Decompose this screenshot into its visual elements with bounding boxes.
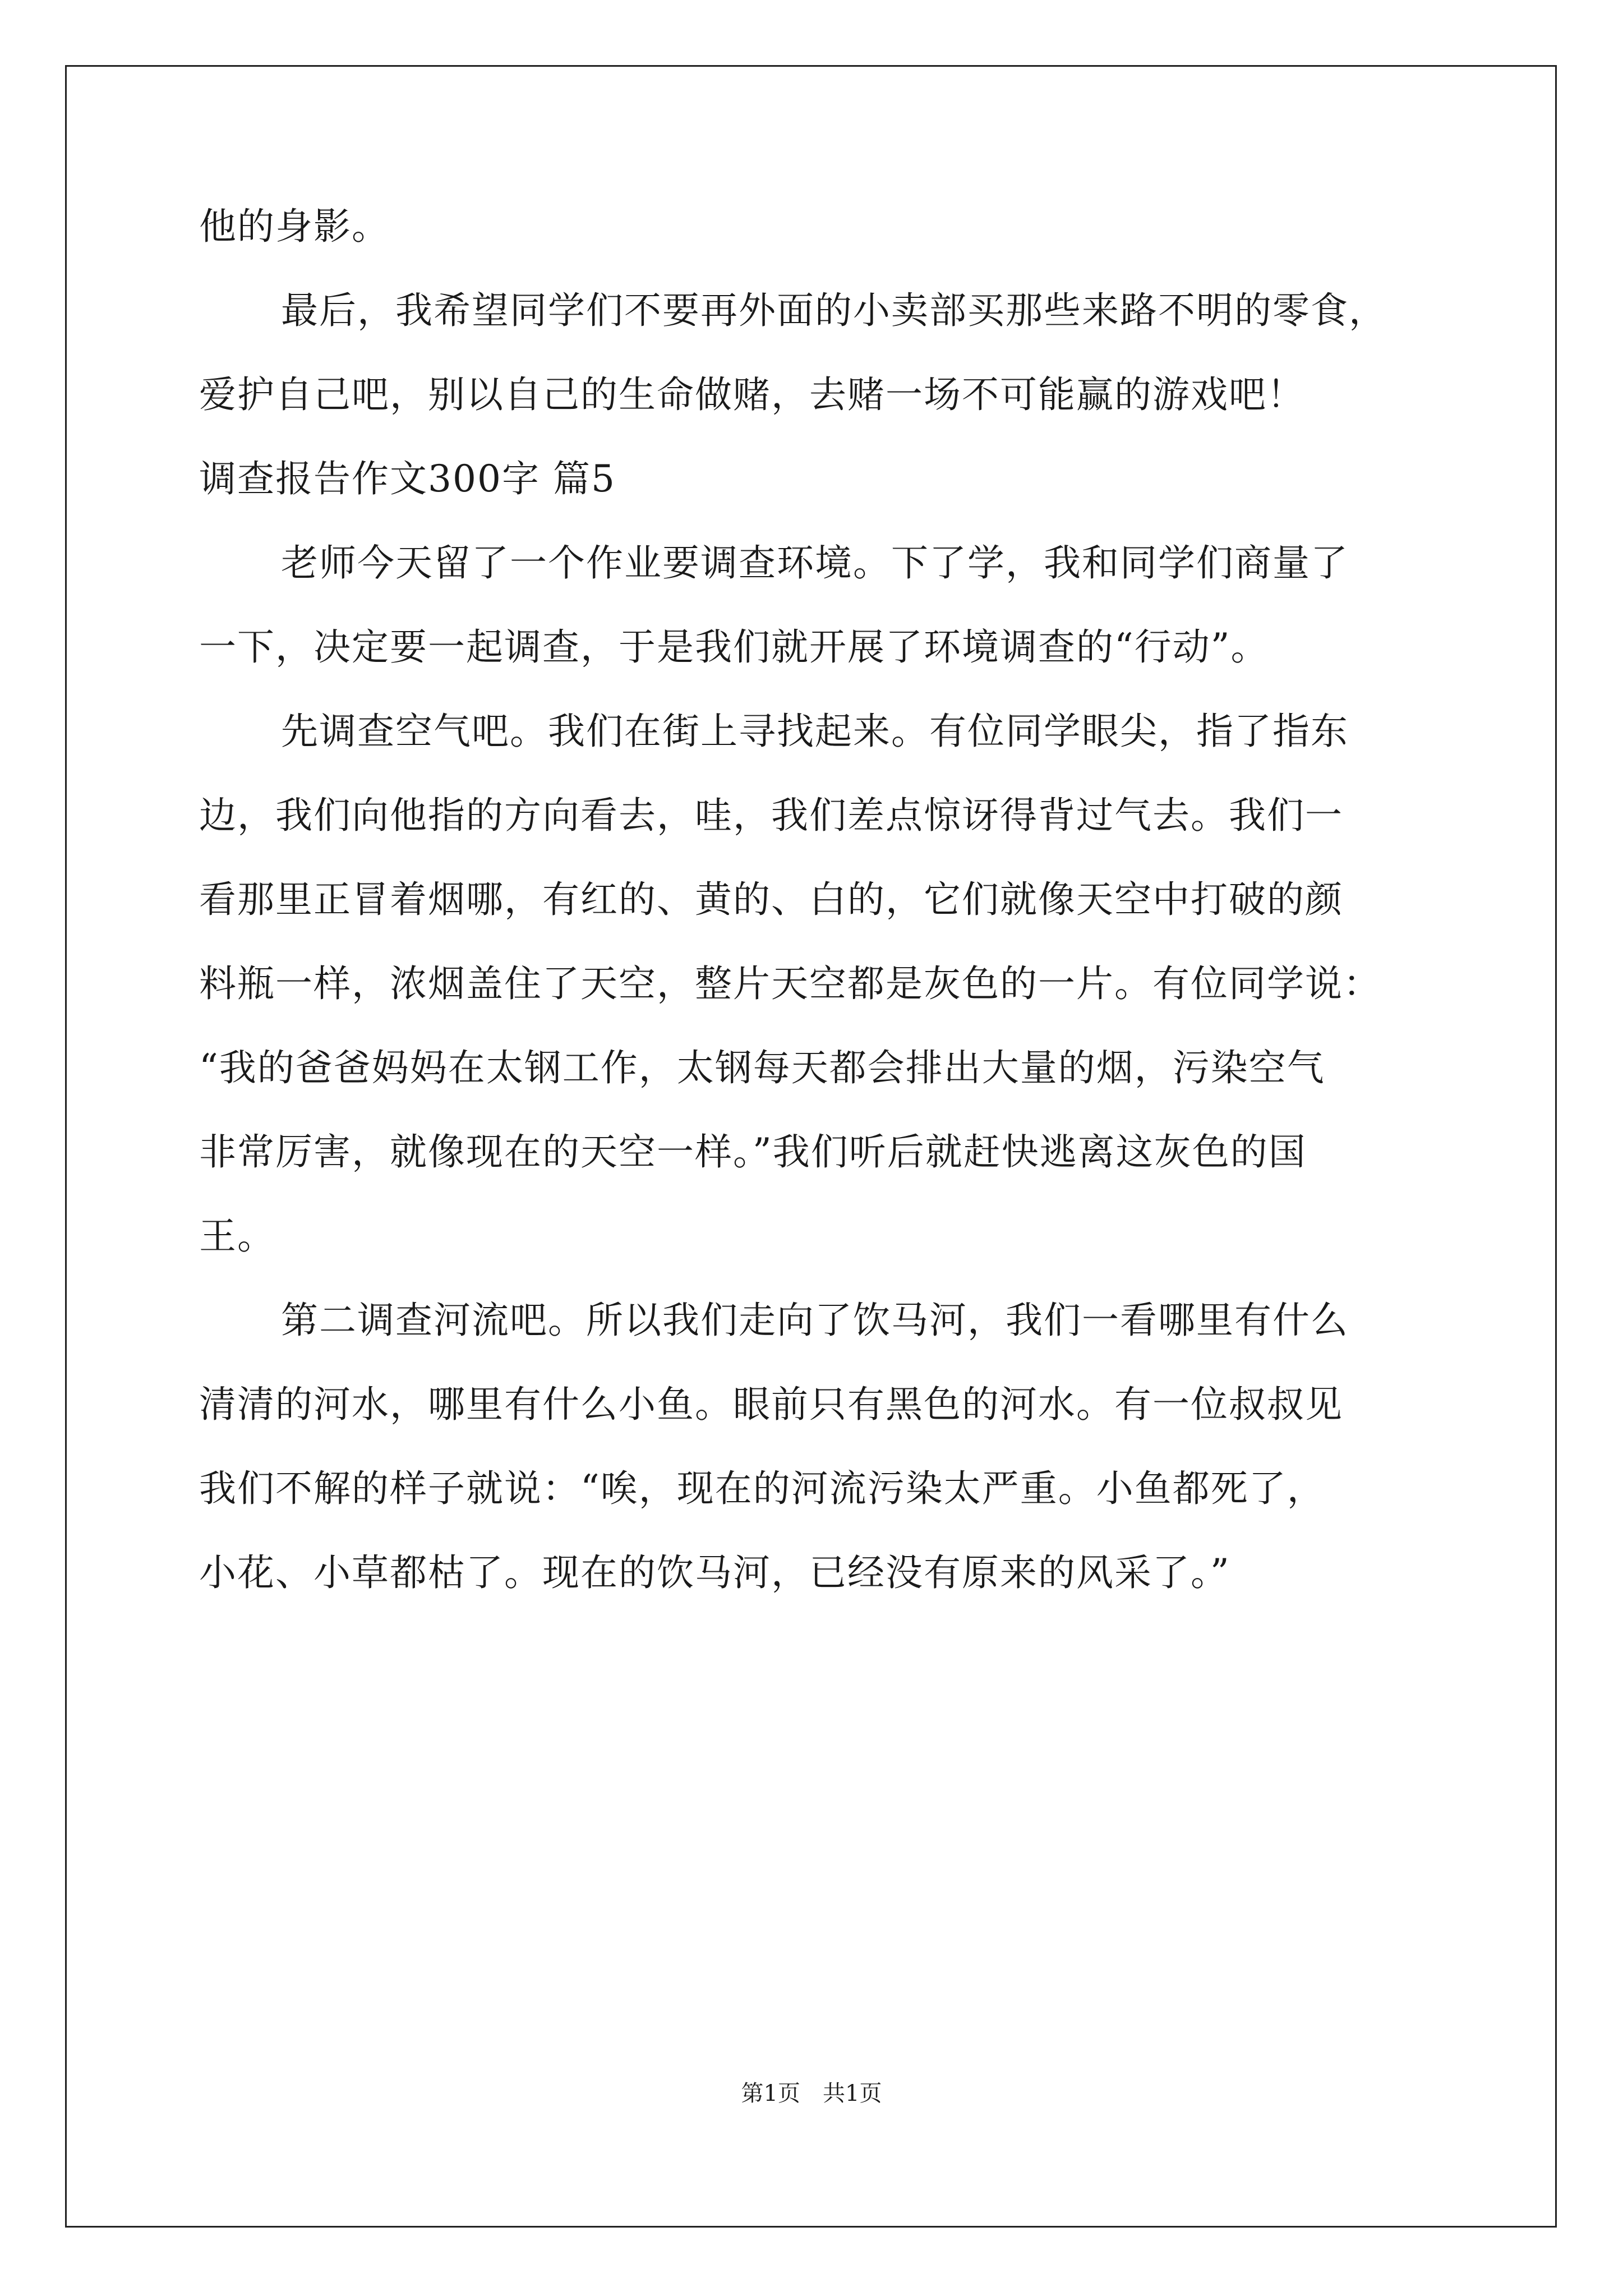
section-heading: 调查报告作文300字 篇5 — [199, 457, 616, 500]
paragraph-line: 老师今天留了一个作业要调查环境。下了学，我和同学们商量了 — [281, 541, 1349, 585]
paragraph-line: “我的爸爸妈妈在太钢工作，太钢每天都会排出大量的烟，污染空气 — [199, 1046, 1325, 1089]
paragraph-line: 清清的河水，哪里有什么小鱼。眼前只有黑色的河水。有一位叔叔见 — [199, 1383, 1343, 1426]
paragraph-line: 非常厉害，就像现在的天空一样。”我们听后就赶快逃离这灰色的国 — [199, 1130, 1307, 1174]
paragraph-line: 料瓶一样，浓烟盖住了天空，整片天空都是灰色的一片。有位同学说： — [199, 962, 1381, 1005]
paragraph-line: 小花、小草都枯了。现在的饮马河，已经没有原来的风采了。” — [199, 1551, 1230, 1594]
paragraph-line: 一下，决定要一起调查，于是我们就开展了环境调查的“行动”。 — [199, 625, 1269, 669]
paragraph-line: 王。 — [199, 1214, 275, 1258]
paragraph-line: 最后，我希望同学们不要再外面的小卖部买那些来路不明的零食， — [281, 289, 1387, 332]
paragraph-line: 先调查空气吧。我们在街上寻找起来。有位同学眼尖，指了指东 — [281, 710, 1349, 753]
paragraph-line: 他的身影。 — [199, 205, 390, 248]
paragraph-line: 看那里正冒着烟哪，有红的、黄的、白的，它们就像天空中打破的颜 — [199, 878, 1343, 921]
paragraph-line: 第二调查河流吧。所以我们走向了饮马河，我们一看哪里有什么 — [281, 1299, 1349, 1342]
paragraph-line: 爱护自己吧，别以自己的生命做赌，去赌一场不可能赢的游戏吧！ — [199, 373, 1305, 416]
paragraph-line: 我们不解的样子就说：“唉，现在的河流污染太严重。小鱼都死了， — [199, 1467, 1325, 1510]
paragraph-line: 边，我们向他指的方向看去，哇，我们差点惊讶得背过气去。我们一 — [199, 794, 1343, 837]
page-footer: 第1页 共1页 — [741, 2081, 882, 2106]
